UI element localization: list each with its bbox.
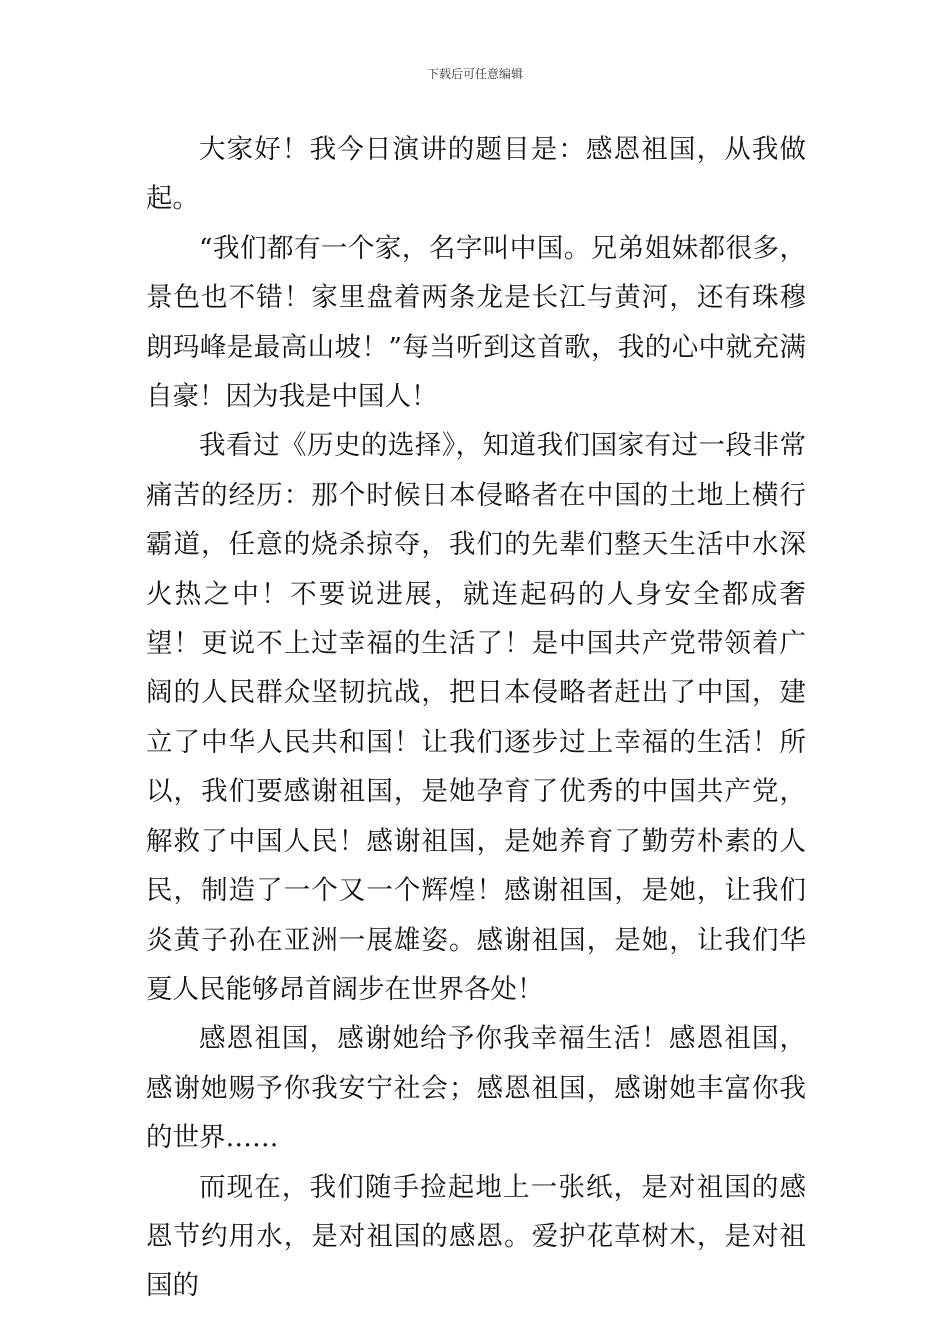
paragraph-actions: 而现在，我们随手捡起地上一张纸，是对祖国的感恩节约用水，是对祖国的感恩。爱护花草树木，是对祖国的 [146, 1171, 806, 1302]
paragraph-history: 我看过《历史的选择》，知道我们国家有过一段非常痛苦的经历：那个时候日本侵略者在中国的土地上横行霸道，任意的烧杀掠夺，我们的先辈们整天生活中水深火热之中！不要说进展，就连起码的人身安全都成奢望！更说不上过幸福的生活了！是中国共产党带领着广阔的人民群众坚韧抗战，把日本侵略者赶出了中国，建立了中华人民共和国！让我们逐步过上幸福的生活！所以，我们要感谢祖国，是她孕育了优秀的中国共产党，解救了中国人民！感谢祖国，是她养育了勤劳朴素的人民，制造了一个又一个辉煌！感谢祖国，是她，让我们炎黄子孙在亚洲一展雄姿。感谢祖国，是她，让我们华夏人民能够昂首阔步在世界各处！ [146, 430, 806, 1005]
paragraph-gratitude: 感恩祖国，感谢她给予你我幸福生活！感恩祖国，感谢她赐予你我安宁社会；感恩祖国，感谢她丰富你我的世界…… [146, 1023, 806, 1154]
document-body [146, 125, 806, 1311]
page-header-note: 下载后可任意编辑 [426, 67, 523, 81]
paragraph-song: “我们都有一个家，名字叫中国。兄弟姐妹都很多，景色也不错！家里盘着两条龙是长江与黄河，还有珠穆朗玛峰是最高山坡！”每当听到这首歌，我的心中就充满自豪！因为我是中国人！ [146, 232, 806, 413]
paragraph-greeting: 大家好！我今日演讲的题目是：感恩祖国，从我做起。 [146, 134, 806, 215]
